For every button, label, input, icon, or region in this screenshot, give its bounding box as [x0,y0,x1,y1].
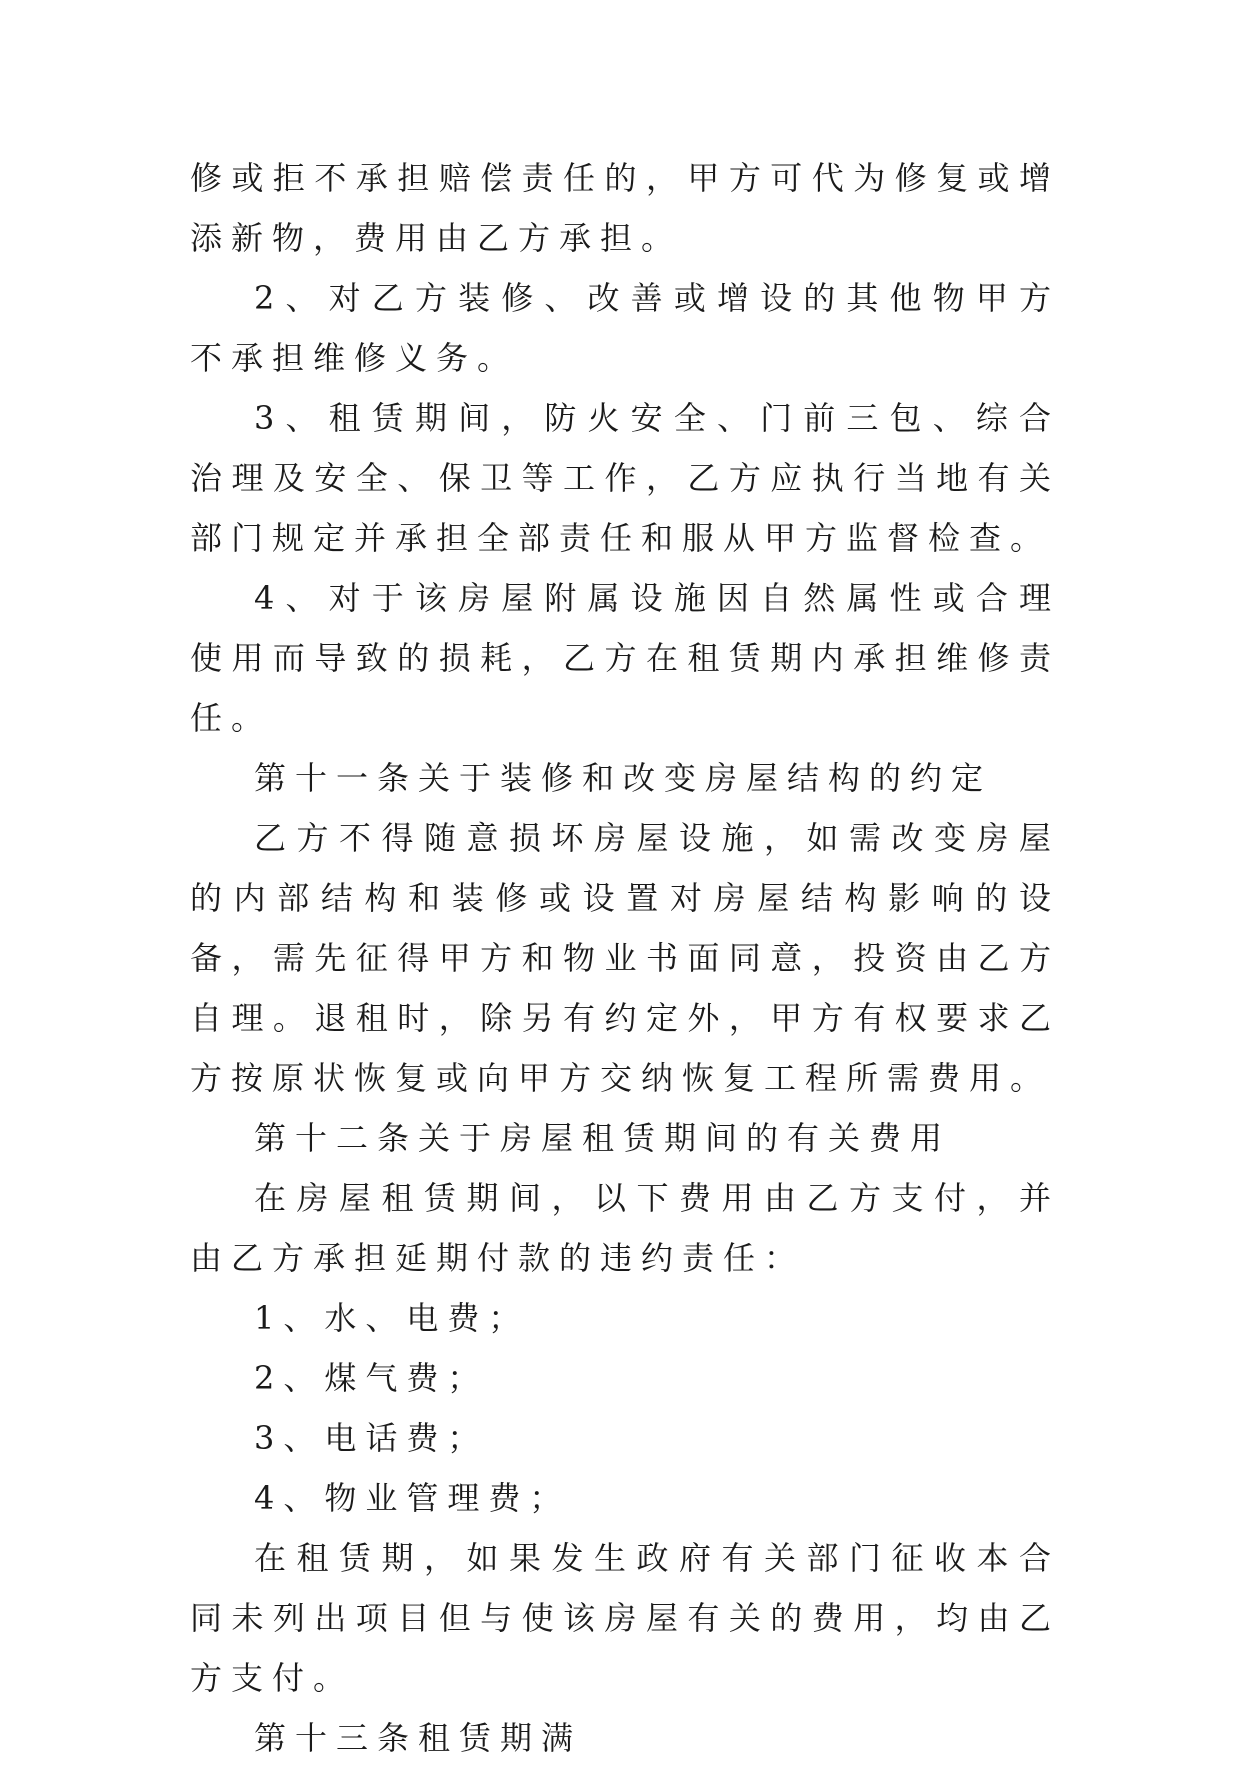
paragraph: 2、对乙方装修、改善或增设的其他物甲方不承担维修义务。 [190,279,1060,377]
paragraph: 4、对于该房屋附属设施因自然属性或合理使用而导致的损耗，乙方在租赁期内承担维修责任。 [190,579,1060,737]
paragraph: 在房屋租赁期间，以下费用由乙方支付，并由乙方承担延期付款的违约责任： [190,1179,1060,1277]
list-item: 1、水、电费； [254,1299,530,1337]
paragraph: 修或拒不承担赔偿责任的，甲方可代为修复或增添新物，费用由乙方承担。 [190,159,1060,257]
paragraph: 乙方不得随意损坏房屋设施，如需改变房屋的内部结构和装修或设置对房屋结构影响的设备，需先征得甲方和物业书面同意，投资由乙方自理。退租时，除另有约定外，甲方有权要求乙方按原状恢复或向甲方交纳恢复工程所需费用。 [190,819,1060,1097]
paragraph: 3、租赁期间，防火安全、门前三包、综合治理及安全、保卫等工作，乙方应执行当地有关部门规定并承担全部责任和服从甲方监督检查。 [190,399,1060,557]
list-item: 2、煤气费； [254,1359,489,1397]
document-body [190,148,1060,1768]
list-item: 4、物业管理费； [254,1479,571,1517]
article-heading: 第十一条关于装修和改变房屋结构的约定 [254,759,993,797]
article-heading: 第十三条租赁期满 [254,1719,583,1757]
list-item: 3、电话费； [254,1419,489,1457]
article-heading: 第十二条关于房屋租赁期间的有关费用 [254,1119,952,1157]
paragraph: 在租赁期，如果发生政府有关部门征收本合同未列出项目但与使该房屋有关的费用，均由乙方支付。 [190,1539,1060,1697]
